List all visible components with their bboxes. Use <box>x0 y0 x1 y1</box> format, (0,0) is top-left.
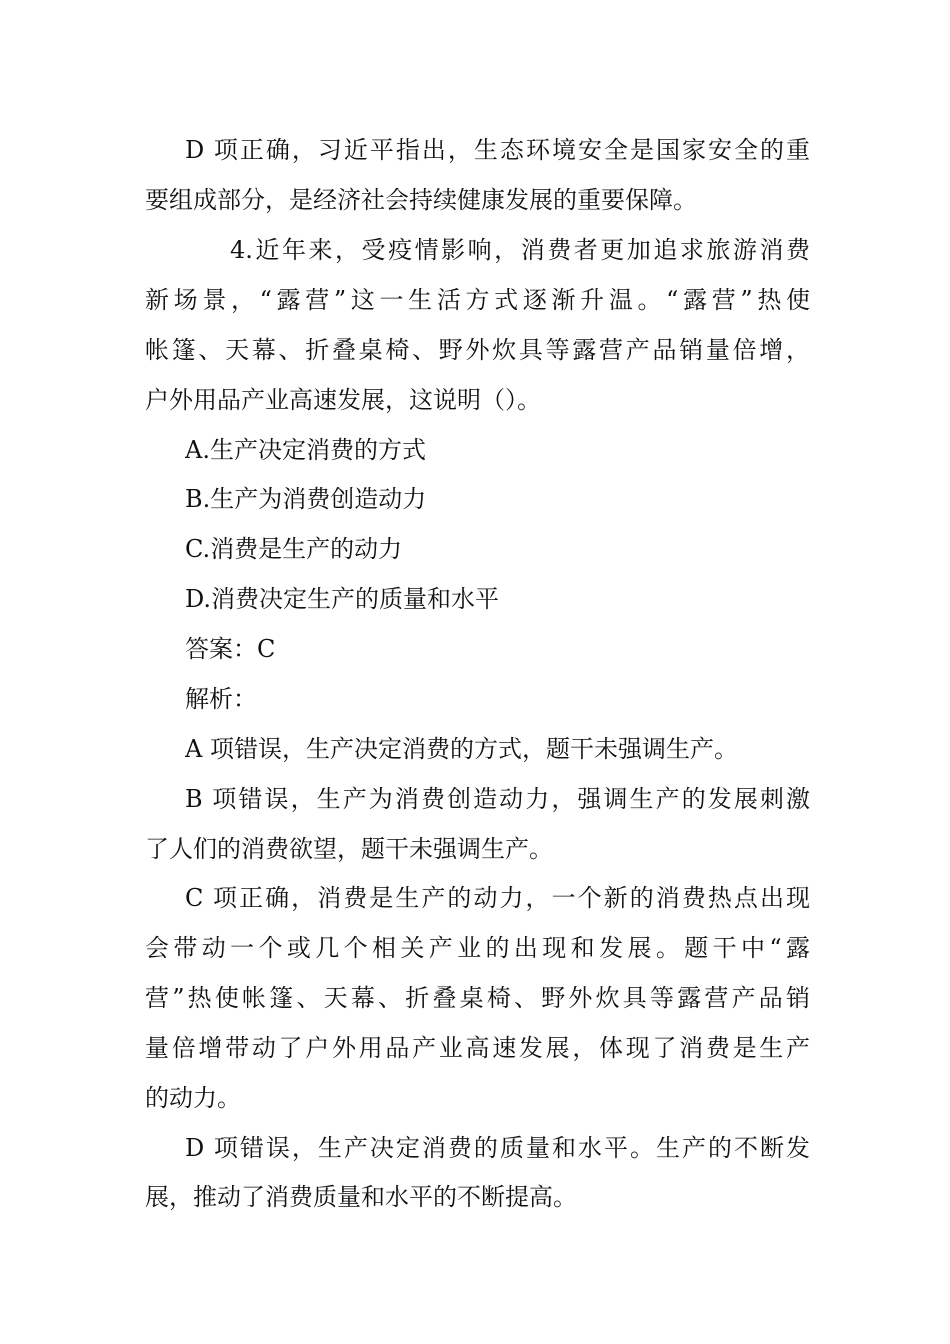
option-d: D.消费决定生产的质量和水平 <box>185 585 500 613</box>
analysis-c-line-1: C 项正确，消费是生产的动力，一个新的消费热点出现 <box>185 884 810 912</box>
analysis-b-line-2: 了人们的消费欲望，题干未强调生产。 <box>145 835 553 863</box>
analysis-b-line-1: B 项错误，生产为消费创造动力，强调生产的发展刺激 <box>185 785 810 813</box>
analysis-d-line-1: D 项错误，生产决定消费的质量和水平。生产的不断发 <box>185 1134 810 1162</box>
question-4-line-4: 户外用品产业高速发展，这说明（）。 <box>145 386 541 414</box>
answer-line: 答案：C <box>185 635 276 663</box>
analysis-d-line-2: 展，推动了消费质量和水平的不断提高。 <box>145 1183 577 1211</box>
question-4-line-3: 帐篷、天幕、折叠桌椅、野外炊具等露营产品销量倍增， <box>145 336 810 364</box>
analysis-c-line-5: 的动力。 <box>145 1084 241 1112</box>
analysis-c-line-2: 会带动一个或几个相关产业的出现和发展。题干中“露 <box>145 934 810 962</box>
question-4-line-2: 新场景，“露营”这一生活方式逐渐升温。“露营”热使 <box>145 286 810 314</box>
question-4-line-1: 4.近年来，受疫情影响，消费者更加追求旅游消费 <box>230 236 810 264</box>
analysis-a: A 项错误，生产决定消费的方式，题干未强调生产。 <box>185 735 738 763</box>
analysis-c-line-4: 量倍增带动了户外用品产业高速发展，体现了消费是生产 <box>145 1034 810 1062</box>
analysis-label: 解析： <box>185 685 257 713</box>
paragraph-d-correct-line-1: D 项正确，习近平指出，生态环境安全是国家安全的重 <box>185 136 810 164</box>
analysis-c-line-3: 营”热使帐篷、天幕、折叠桌椅、野外炊具等露营产品销 <box>145 984 810 1012</box>
option-a: A.生产决定消费的方式 <box>185 436 426 464</box>
paragraph-d-correct-line-2: 要组成部分，是经济社会持续健康发展的重要保障。 <box>145 186 697 214</box>
option-b: B.生产为消费创造动力 <box>185 485 427 513</box>
option-c: C.消费是生产的动力 <box>185 535 403 563</box>
